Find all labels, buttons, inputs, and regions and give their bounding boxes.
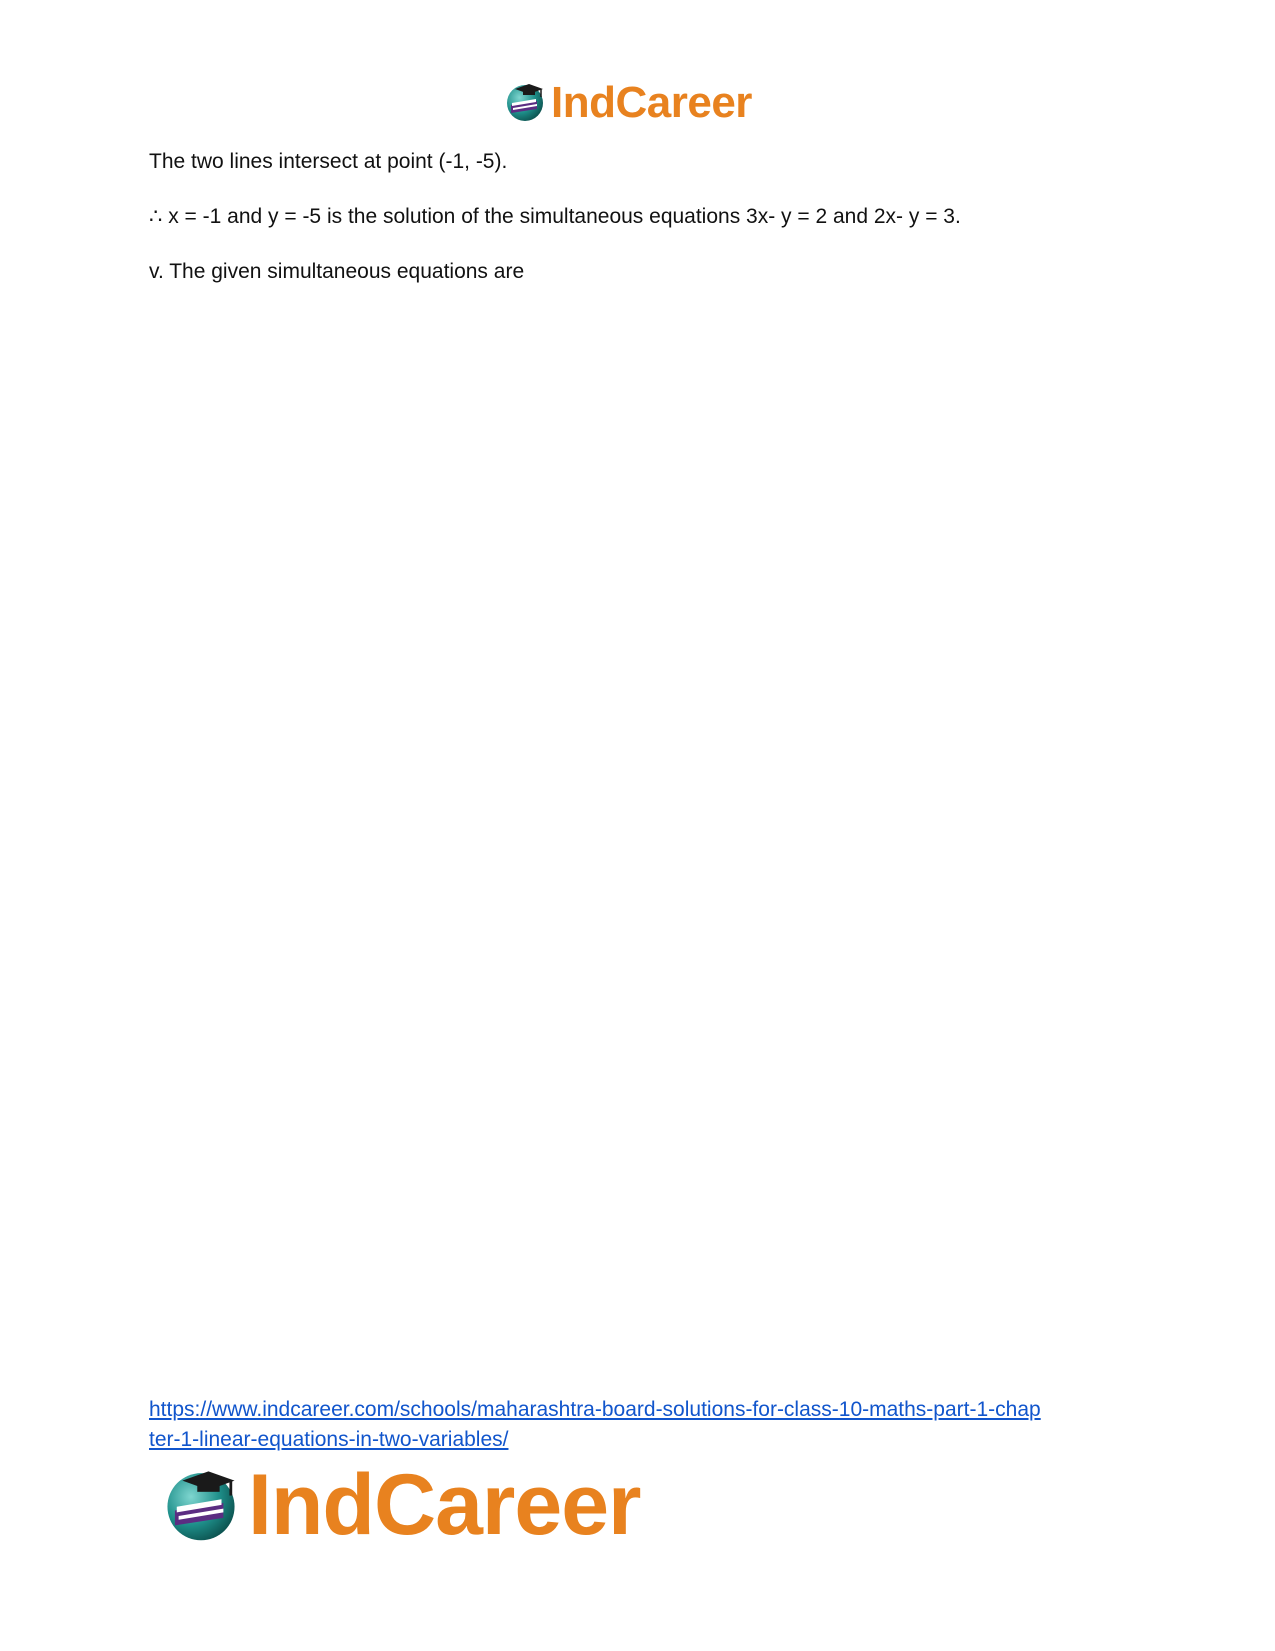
source-url-link[interactable] [149, 1395, 1129, 1455]
link-line-1: https://www.indcareer.com/schools/maharashtra-board-solutions-for-class-10-maths-part-1-chap [149, 1398, 1041, 1421]
body-text-line: v. The given simultaneous equations are [149, 260, 525, 283]
logo-text: IndCareer [248, 1457, 641, 1553]
body-text-line: The two lines intersect at point (-1, -5). [149, 150, 508, 173]
link-line-2: ter-1-linear-equations-in-two-variables/ [149, 1428, 509, 1451]
graduation-cap-books-globe-icon [503, 79, 547, 128]
logo-text: IndCareer [551, 78, 752, 127]
body-text-line: ∴ x = -1 and y = -5 is the solution of the simultaneous equations 3x- y = 2 and 2x- y = 3. [149, 205, 961, 228]
footer-logo [160, 1457, 641, 1553]
graduation-cap-books-globe-icon [160, 1462, 242, 1549]
header-logo [503, 78, 752, 128]
